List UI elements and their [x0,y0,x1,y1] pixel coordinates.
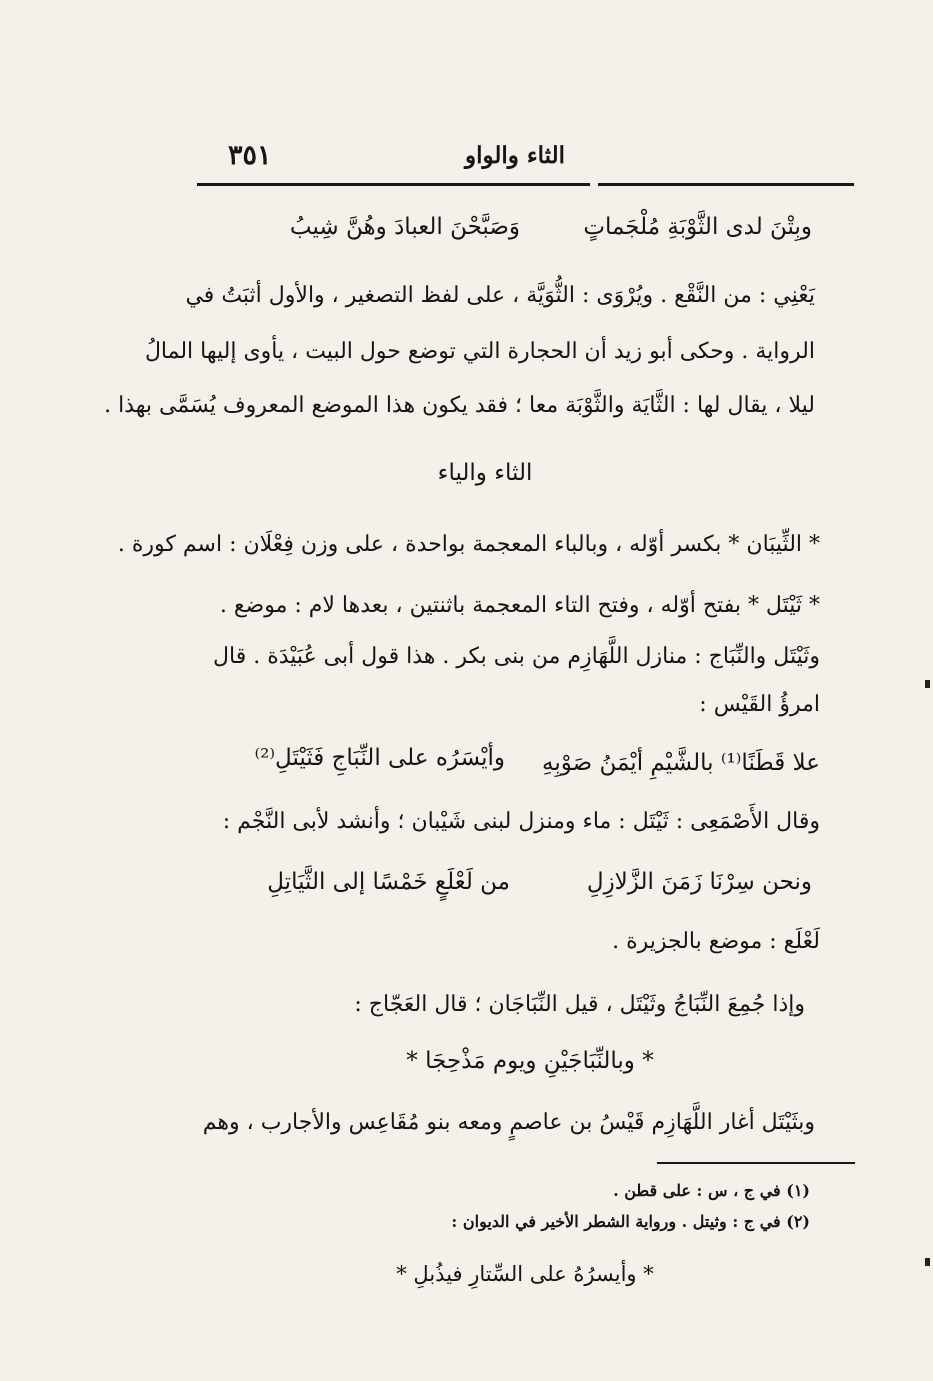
running-head: الثاء والواو [464,142,566,169]
paragraph-line: وثَيْتَل والنِّبَاج : منازل اللَّهَازِم من بنى بكر . هذا قول أبى عُبَيْدَة . قال [213,644,820,669]
dictionary-entry: * ثَيْتَل * بفتح أوّله ، وفتح التاء المعجمة باثنتين ، بعدها لام : موضع . [219,593,820,618]
paragraph-line: امرؤُ القَيْس : [699,692,820,717]
paragraph-line: وقال الأَصْمَعِى : ثَيْتَل : ماء ومنزل لبنى شَيْبان ؛ وأنشد لأبى النَّجْم : [222,809,820,834]
footnote-2: (٢) في ج : وثيتل . ورواية الشطر الأخير في الديوان : [451,1212,810,1231]
page-edge-mark [925,680,930,688]
header-rule-left [197,183,590,186]
paragraph-line: الرواية . وحكى أبو زيد أن الحجارة التي توضع حول البيت ، يأوى إليها المالُ [144,339,815,364]
verse-2-first-hemistich: علا قَطَنًا⁽¹⁾ بالشَّيْمِ أيْمَنُ صَوْبِهِ [542,750,820,776]
paragraph-line: ليلا ، يقال لها : الثَّايَة والثَّوْبَة معا ؛ فقد يكون هذا الموضع المعروف يُسَمَّى بهذا . [104,393,815,418]
footnote-verse: * وأيسرُهُ على السِّتارِ فيذُبلِ * [396,1262,654,1286]
header-rule-right [598,183,854,186]
paragraph-line: وإذا جُمِعَ النِّبَاجُ وثَيْتَل ، قيل النِّبَاجَان ؛ قال العَجّاج : [354,992,805,1017]
paragraph-line: لَعْلَع : موضع بالجزيرة . [612,929,820,954]
footnote-rule [657,1162,855,1164]
paragraph-line: يَعْنِي : من النَّقْع . ويُرْوَى : الثُّوَيَّة ، على لفظ التصغير ، والأول أثبَتُ في [185,283,815,308]
paragraph-line: وبثَيْتَل أغار اللَّهَازِم قَيْسُ بن عاصمٍ ومعه بنو مُقَاعِس والأجارب ، وهم [202,1110,815,1135]
verse-4: * وبالنِّبَاجَيْنِ ويوم مَذْحِجَا * [406,1048,654,1074]
verse-3-first-hemistich: ونحن سِرْنَا زَمَنَ الزَّلازِلِ [586,869,812,895]
page-number: ٣٥١ [228,140,272,171]
page-edge-mark [925,1258,930,1266]
section-title: الثاء والياء [437,460,533,486]
verse-2-second-hemistich: وأيْسَرُه على النِّبَاجِ فَثَيْتَلِ⁽²⁾ [254,745,505,771]
verse-3-second-hemistich: من لَعْلَعٍ خَمْسًا إلى الثَّيَاتِلِ [267,869,510,895]
verse-1-first-hemistich: وبِتْنَ لدى الثَّوْبَةِ مُلْجَماتٍ [583,214,812,240]
footnote-1: (١) في ج ، س : على قطن . [613,1181,810,1200]
verse-1-second-hemistich: وَصَبَّحْنَ العبادَ وهُنَّ شِيبُ [289,214,520,240]
dictionary-entry: * الثِّيبَان * بكسر أوّله ، وبالباء المعجمة بواحدة ، على وزن فِعْلَان : اسم كورة . [117,532,820,557]
